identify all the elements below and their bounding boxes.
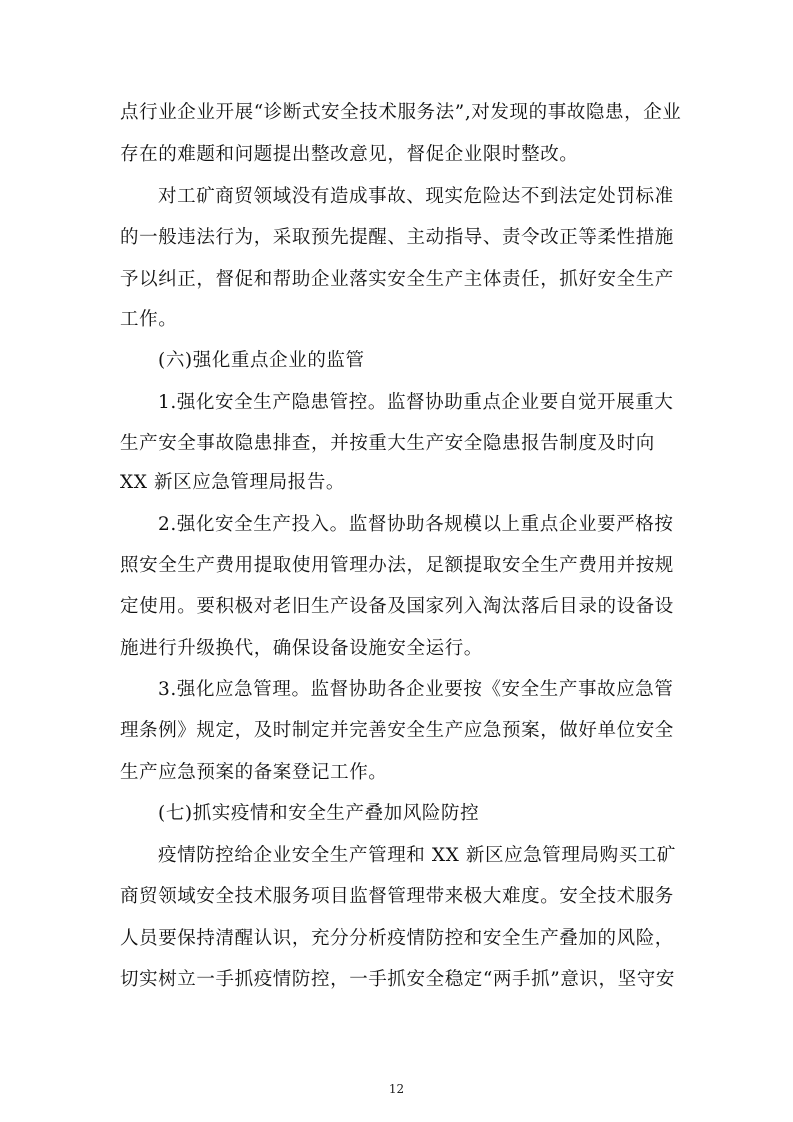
section-heading: (六)强化重点企业的监管 — [158, 350, 365, 371]
text-line: 疫情防控给企业安全生产管理和 XX 新区应急管理局购买工矿 — [158, 845, 677, 866]
text-line: 予以纠正，督促和帮助企业落实安全生产主体责任，抓好安全生产 — [120, 269, 674, 290]
text-line: 理条例》规定，及时制定并完善安全生产应急预案，做好单位安全 — [120, 720, 674, 741]
text-line: 的一般违法行为，采取预先提醒、主动指导、责令改正等柔性措施 — [120, 227, 674, 248]
text-line: 点行业企业开展“诊断式安全技术服务法”,对发现的事故隐患，企业 — [120, 102, 682, 123]
section-heading: (七)抓实疫情和安全生产叠加风险防控 — [158, 803, 480, 824]
page-number: 12 — [388, 1082, 405, 1096]
text-line: XX 新区应急管理局报告。 — [120, 472, 346, 493]
text-line: 对工矿商贸领域没有造成事故、现实危险达不到法定处罚标准 — [158, 186, 674, 207]
text-line: 3.强化应急管理。监督协助各企业要按《安全生产事故应急管 — [158, 679, 674, 700]
text-line: 切实树立一手抓疫情防控，一手抓安全稳定“两手抓”意识，坚守安 — [120, 969, 675, 990]
text-line: 生产安全事故隐患排查，并按重大生产安全隐患报告制度及时向 — [120, 433, 655, 454]
text-line: 1.强化安全生产隐患管控。监督协助重点企业要自觉开展重大 — [158, 392, 674, 413]
text-line: 人员要保持清醒认识，充分分析疫情防控和安全生产叠加的风险， — [120, 928, 674, 949]
text-line: 商贸领域安全技术服务项目监督管理带来极大难度。安全技术服务 — [120, 886, 674, 907]
text-line: 2.强化安全生产投入。监督协助各规模以上重点企业要严格按 — [158, 514, 674, 535]
text-line: 工作。 — [120, 309, 178, 330]
text-line: 生产应急预案的备案登记工作。 — [120, 762, 388, 783]
text-line: 照安全生产费用提取使用管理办法，足额提取安全生产费用并按规 — [120, 555, 674, 576]
text-line: 施进行升级换代，确保设备设施安全运行。 — [120, 638, 483, 659]
text-line: 定使用。要积极对老旧生产设备及国家列入淘汰落后目录的设备设 — [120, 596, 674, 617]
text-line: 存在的难题和问题提出整改意见，督促企业限时整改。 — [120, 144, 579, 165]
